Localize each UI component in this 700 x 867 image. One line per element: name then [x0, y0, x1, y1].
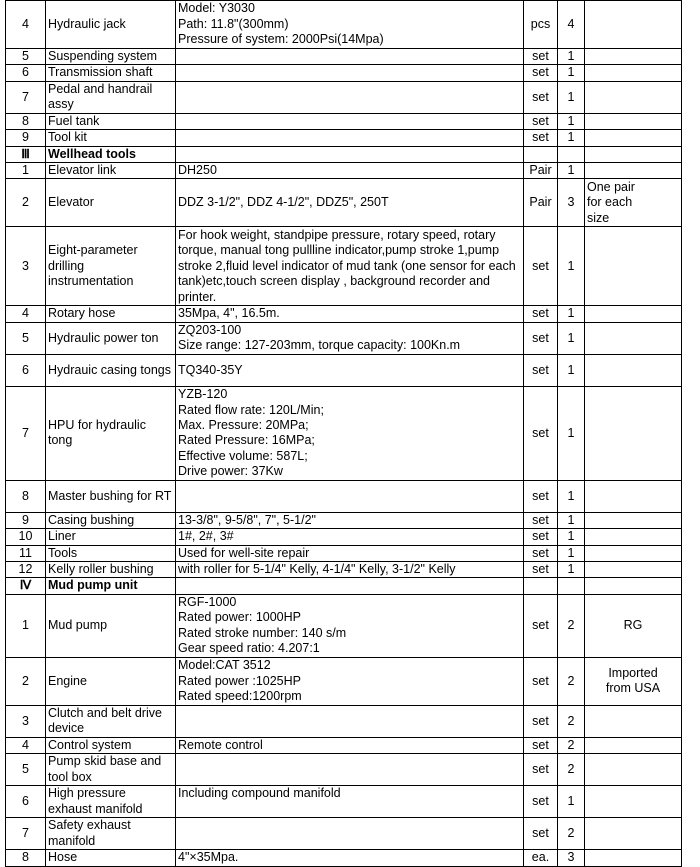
item-spec: DDZ 3-1/2", DDZ 4-1/2", DDZ5", 250T	[176, 179, 524, 227]
item-unit: set	[524, 657, 558, 705]
row-number: 2	[6, 657, 46, 705]
empty-cell	[176, 578, 524, 594]
item-spec	[176, 49, 524, 65]
item-spec	[176, 754, 524, 786]
item-spec: 13-3/8", 9-5/8", 7", 5-1/2"	[176, 512, 524, 528]
item-qty: 1	[558, 163, 585, 179]
item-remark	[585, 386, 682, 480]
row-number: 9	[6, 130, 46, 146]
item-remark	[585, 306, 682, 322]
item-remark	[585, 850, 682, 866]
item-unit: Pair	[524, 163, 558, 179]
item-unit: set	[524, 354, 558, 386]
section-number: Ⅳ	[6, 578, 46, 594]
row-number: 3	[6, 705, 46, 737]
item-remark	[585, 322, 682, 354]
item-name: High pressure exhaust manifold	[46, 786, 176, 818]
item-spec: Model:CAT 3512 Rated power :1025HP Rated speed:1200rpm	[176, 657, 524, 705]
row-number: 1	[6, 163, 46, 179]
row-number: 1	[6, 594, 46, 657]
item-spec: RGF-1000 Rated power: 1000HP Rated stroke number: 140 s/m Gear speed ratio: 4.207:1	[176, 594, 524, 657]
item-name: Eight-parameter drilling instrumentation	[46, 227, 176, 306]
row-number: 7	[6, 81, 46, 113]
item-remark	[585, 130, 682, 146]
row-number: 2	[6, 179, 46, 227]
item-remark	[585, 737, 682, 753]
item-name: Hydraulic power ton	[46, 322, 176, 354]
item-unit: set	[524, 306, 558, 322]
item-remark: RG	[585, 594, 682, 657]
item-remark	[585, 354, 682, 386]
item-qty: 1	[558, 49, 585, 65]
item-remark	[585, 49, 682, 65]
item-name: Clutch and belt drive device	[46, 705, 176, 737]
empty-cell	[585, 578, 682, 594]
item-unit: Pair	[524, 179, 558, 227]
item-unit: set	[524, 562, 558, 578]
section-title: Mud pump unit	[46, 578, 176, 594]
row-number: 4	[6, 1, 46, 49]
item-name: Tool kit	[46, 130, 176, 146]
row-number: 6	[6, 354, 46, 386]
item-name: Tools	[46, 545, 176, 561]
row-number: 6	[6, 786, 46, 818]
item-unit: set	[524, 786, 558, 818]
item-remark: One pair for each size	[585, 179, 682, 227]
item-remark	[585, 529, 682, 545]
row-number: 12	[6, 562, 46, 578]
equipment-table-body	[6, 1, 682, 867]
item-qty: 2	[558, 657, 585, 705]
item-qty: 1	[558, 65, 585, 81]
item-qty: 2	[558, 818, 585, 850]
row-number: 9	[6, 512, 46, 528]
item-spec: YZB-120 Rated flow rate: 120L/Min; Max. Pressure: 20MPa; Rated Pressure: 16MPa; Effective volume: 587L; Drive power: 37Kw	[176, 386, 524, 480]
item-name: Mud pump	[46, 594, 176, 657]
empty-cell	[558, 146, 585, 162]
row-number: 3	[6, 227, 46, 306]
item-qty: 3	[558, 850, 585, 866]
row-number: 7	[6, 386, 46, 480]
item-name: Liner	[46, 529, 176, 545]
item-name: Transmission shaft	[46, 65, 176, 81]
item-qty: 1	[558, 545, 585, 561]
item-spec: 1#, 2#, 3#	[176, 529, 524, 545]
item-qty: 2	[558, 737, 585, 753]
item-qty: 1	[558, 529, 585, 545]
item-remark	[585, 113, 682, 129]
equipment-table	[5, 0, 682, 867]
row-number: 4	[6, 306, 46, 322]
row-number: 8	[6, 480, 46, 512]
item-remark	[585, 480, 682, 512]
empty-cell	[524, 578, 558, 594]
item-unit: set	[524, 227, 558, 306]
item-qty: 1	[558, 386, 585, 480]
item-qty: 2	[558, 594, 585, 657]
item-remark	[585, 1, 682, 49]
item-spec: For hook weight, standpipe pressure, rotary speed, rotary torque, manual tong pullline indicator,pump stroke 1,pump stroke 2,fluid level indicator of mud tank (one sensor for each tank)etc,touch screen display , background recorder and printer.	[176, 227, 524, 306]
item-spec	[176, 65, 524, 81]
empty-cell	[524, 146, 558, 162]
empty-cell	[176, 146, 524, 162]
item-qty: 3	[558, 179, 585, 227]
item-spec	[176, 480, 524, 512]
row-number: 5	[6, 754, 46, 786]
item-unit: set	[524, 322, 558, 354]
item-name: Hose	[46, 850, 176, 866]
item-spec: Including compound manifold	[176, 786, 524, 818]
item-name: HPU for hydraulic tong	[46, 386, 176, 480]
item-name: Hydrauic casing tongs	[46, 354, 176, 386]
item-remark	[585, 705, 682, 737]
item-spec: 35Mpa, 4", 16.5m.	[176, 306, 524, 322]
item-unit: set	[524, 529, 558, 545]
item-qty: 1	[558, 130, 585, 146]
item-spec	[176, 81, 524, 113]
item-qty: 1	[558, 113, 585, 129]
item-unit: set	[524, 81, 558, 113]
empty-cell	[585, 146, 682, 162]
item-spec: ZQ203-100 Size range: 127-203mm, torque capacity: 100Kn.m	[176, 322, 524, 354]
item-name: Elevator link	[46, 163, 176, 179]
row-number: 5	[6, 49, 46, 65]
section-number: Ⅲ	[6, 146, 46, 162]
item-name: Elevator	[46, 179, 176, 227]
item-spec: TQ340-35Y	[176, 354, 524, 386]
item-qty: 1	[558, 512, 585, 528]
row-number: 7	[6, 818, 46, 850]
item-spec	[176, 113, 524, 129]
row-number: 11	[6, 545, 46, 561]
item-remark	[585, 81, 682, 113]
item-name: Master bushing for RT	[46, 480, 176, 512]
item-qty: 1	[558, 786, 585, 818]
item-qty: 1	[558, 480, 585, 512]
item-unit: set	[524, 594, 558, 657]
item-remark	[585, 562, 682, 578]
item-remark: Imported from USA	[585, 657, 682, 705]
item-unit: set	[524, 737, 558, 753]
item-spec	[176, 130, 524, 146]
item-qty: 1	[558, 562, 585, 578]
row-number: 5	[6, 322, 46, 354]
item-qty: 1	[558, 354, 585, 386]
row-number: 8	[6, 850, 46, 866]
item-spec: 4"×35Mpa.	[176, 850, 524, 866]
row-number: 6	[6, 65, 46, 81]
item-remark	[585, 786, 682, 818]
item-name: Suspending system	[46, 49, 176, 65]
item-qty: 1	[558, 322, 585, 354]
item-qty: 4	[558, 1, 585, 49]
item-name: Kelly roller bushing	[46, 562, 176, 578]
item-name: Casing bushing	[46, 512, 176, 528]
item-spec: Used for well-site repair	[176, 545, 524, 561]
item-unit: set	[524, 754, 558, 786]
item-unit: pcs	[524, 1, 558, 49]
item-unit: set	[524, 705, 558, 737]
row-number: 8	[6, 113, 46, 129]
item-name: Rotary hose	[46, 306, 176, 322]
item-unit: set	[524, 65, 558, 81]
item-name: Pedal and handrail assy	[46, 81, 176, 113]
item-qty: 1	[558, 227, 585, 306]
item-spec: with roller for 5-1/4" Kelly, 4-1/4" Kelly, 3-1/2" Kelly	[176, 562, 524, 578]
item-remark	[585, 163, 682, 179]
item-unit: set	[524, 818, 558, 850]
item-spec: DH250	[176, 163, 524, 179]
item-remark	[585, 227, 682, 306]
item-name: Pump skid base and tool box	[46, 754, 176, 786]
item-unit: set	[524, 49, 558, 65]
item-qty: 1	[558, 81, 585, 113]
item-qty: 2	[558, 754, 585, 786]
item-name: Hydraulic jack	[46, 1, 176, 49]
item-unit: set	[524, 480, 558, 512]
item-remark	[585, 512, 682, 528]
item-qty: 2	[558, 705, 585, 737]
item-remark	[585, 65, 682, 81]
item-spec: Model: Y3030 Path: 11.8"(300mm) Pressure of system: 2000Psi(14Mpa)	[176, 1, 524, 49]
row-number: 4	[6, 737, 46, 753]
item-name: Fuel tank	[46, 113, 176, 129]
item-remark	[585, 545, 682, 561]
row-number: 10	[6, 529, 46, 545]
item-unit: set	[524, 386, 558, 480]
item-name: Safety exhaust manifold	[46, 818, 176, 850]
empty-cell	[558, 578, 585, 594]
item-spec	[176, 705, 524, 737]
item-unit: ea.	[524, 850, 558, 866]
item-unit: set	[524, 113, 558, 129]
item-spec: Remote control	[176, 737, 524, 753]
item-remark	[585, 754, 682, 786]
item-name: Control system	[46, 737, 176, 753]
item-unit: set	[524, 512, 558, 528]
item-unit: set	[524, 545, 558, 561]
item-name: Engine	[46, 657, 176, 705]
item-unit: set	[524, 130, 558, 146]
item-qty: 1	[558, 306, 585, 322]
section-title: Wellhead tools	[46, 146, 176, 162]
